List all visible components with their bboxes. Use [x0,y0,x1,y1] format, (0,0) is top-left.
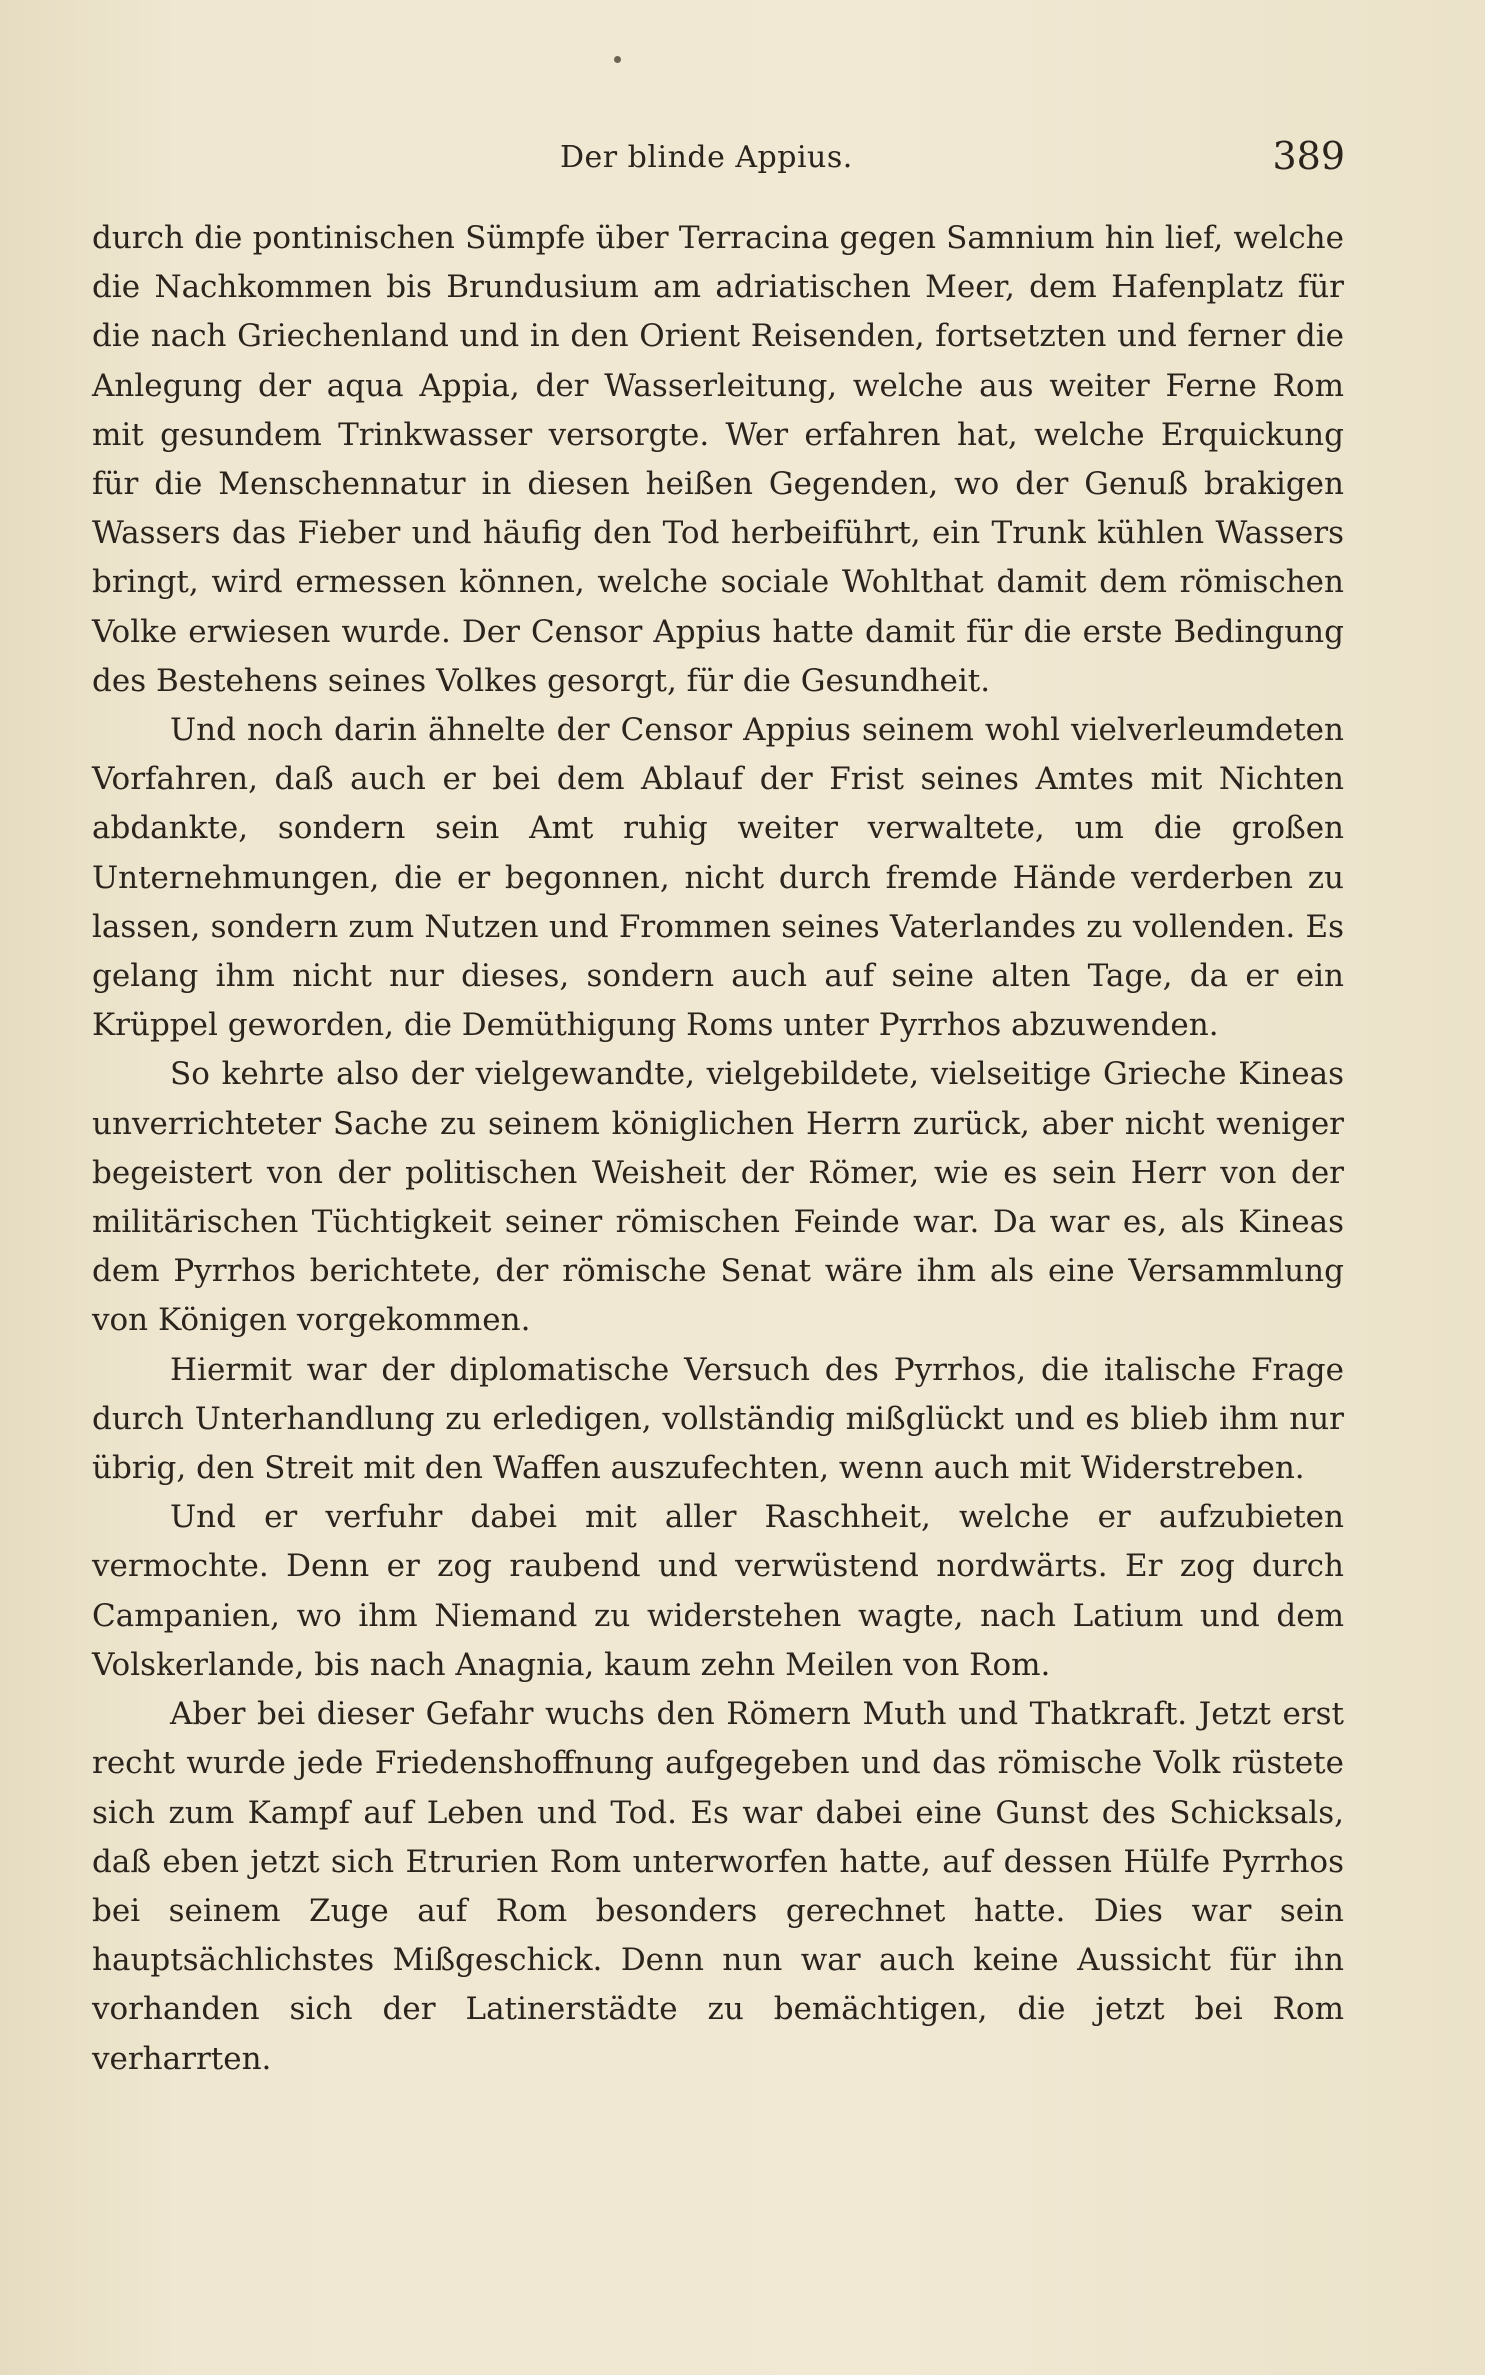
running-title: Der blinde Appius. [560,140,853,175]
page-header [0,130,1485,190]
paragraph-1: durch die pontinischen Sümpfe über Terracina gegen Samnium hin lief, welche die Nachkommen bis Brundusium am adriatischen Meer, dem Hafenplatz für die nach Griechenland und in den Orient Reisenden, fortsetzten und ferner die Anlegung der aqua Appia, der Wasserleitung, welche aus weiter Ferne Rom mit gesundem Trinkwasser versorgte. Wer erfahren hat, welche Erquickung für die Menschennatur in diesen heißen Gegenden, wo der Genuß brakigen Wassers das Fieber und häufig den Tod herbeiführt, ein Trunk kühlen Wassers bringt, wird ermessen können, welche sociale Wohlthat damit dem römischen Volke erwiesen wurde. Der Censor Appius hatte damit für die erste Bedingung des Bestehens seines Volkes gesorgt, für die Gesundheit. [92,220,1344,699]
body-text [92,214,1344,2084]
paragraph-3: So kehrte also der vielgewandte, vielgebildete, vielseitige Grieche Kineas unverrichteter Sache zu seinem königlichen Herrn zurück, aber nicht weniger begeistert von der politischen Weisheit der Römer, wie es sein Herr von der militärischen Tüchtigkeit seiner römischen Feinde war. Da war es, als Kineas dem Pyrrhos berichtete, der römische Senat wäre ihm als eine Versammlung von Königen vorgekommen. [92,1056,1344,1339]
paragraph-6: Aber bei dieser Gefahr wuchs den Römern Muth und Thatkraft. Jetzt erst recht wurde jede Friedenshoffnung aufgegeben und das römische Volk rüstete sich zum Kampf auf Leben und Tod. Es war dabei eine Gunst des Schicksals, daß eben jetzt sich Etrurien Rom unterworfen hatte, auf dessen Hülfe Pyrrhos bei seinem Zuge auf Rom besonders gerechnet hatte. Dies war sein hauptsächlichstes Mißgeschick. Denn nun war auch keine Aussicht für ihn vorhanden sich der Latinerstädte zu bemächtigen, die jetzt bei Rom verharrten. [92,1696,1344,2077]
ink-speck [614,56,621,63]
paragraph-5: Und er verfuhr dabei mit aller Raschheit, welche er aufzubieten vermochte. Denn er zog raubend und verwüstend nordwärts. Er zog durch Campanien, wo ihm Niemand zu widerstehen wagte, nach Latium und dem Volskerlande, bis nach Anagnia, kaum zehn Meilen von Rom. [92,1499,1344,1683]
paragraph-4: Hiermit war der diplomatische Versuch des Pyrrhos, die italische Frage durch Unterhandlung zu erledigen, vollständig mißglückt und es blieb ihm nur übrig, den Streit mit den Waffen auszufechten, wenn auch mit Widerstreben. [92,1351,1344,1487]
paragraph-2: Und noch darin ähnelte der Censor Appius seinem wohl vielverleumdeten Vorfahren, daß auch er bei dem Ablauf der Frist seines Amtes mit Nichten abdankte, sondern sein Amt ruhig weiter verwaltete, um die großen Unternehmungen, die er begonnen, nicht durch fremde Hände verderben zu lassen, sondern zum Nutzen und Frommen seines Vaterlandes zu vollenden. Es gelang ihm nicht nur dieses, sondern auch auf seine alten Tage, da er ein Krüppel geworden, die Demüthigung Roms unter Pyrrhos abzuwenden. [92,712,1344,1044]
page-number: 389 [1272,134,1345,178]
